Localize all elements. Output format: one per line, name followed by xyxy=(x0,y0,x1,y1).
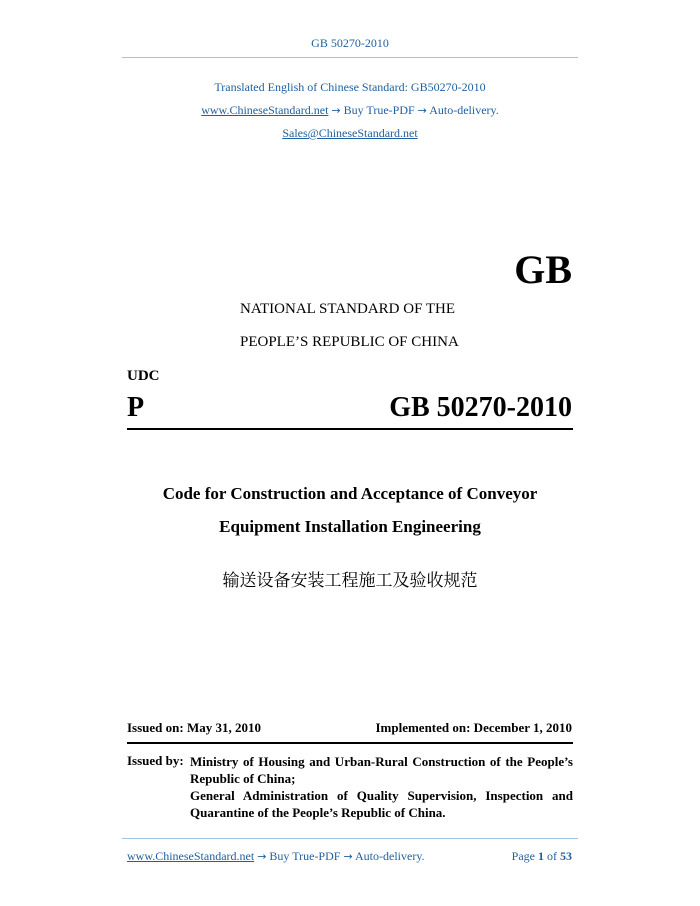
standard-number: GB 50270-2010 xyxy=(389,392,572,423)
title-line-1: Code for Construction and Acceptance of Conveyor xyxy=(162,484,538,503)
auto-delivery-text: Auto-delivery. xyxy=(429,103,499,117)
implemented-on-date: Implemented on: December 1, 2010 xyxy=(375,720,572,735)
header-standard-code: GB 50270-2010 xyxy=(311,36,389,50)
arrow-right-icon: → xyxy=(331,104,341,117)
header-divider xyxy=(122,57,578,58)
buy-true-pdf-text: Buy True-PDF xyxy=(343,103,415,117)
page-indicator xyxy=(512,849,572,864)
national-standard-line-2: PEOPLE’S REPUBLIC OF CHINA xyxy=(240,334,459,350)
issuer-line: Quarantine of the People’s Republic of China. xyxy=(190,805,446,820)
footer-site-link[interactable]: www.ChineseStandard.net xyxy=(127,849,255,863)
arrow-right-icon: → xyxy=(257,850,267,863)
gb-mark: GB xyxy=(514,247,572,292)
sales-email-link[interactable]: Sales@ChineseStandard.net xyxy=(282,126,418,140)
footer-auto-delivery-text: Auto-delivery. xyxy=(355,849,425,863)
dates-divider xyxy=(127,742,573,744)
issuer-line: Ministry of Housing and Urban-Rural Construction of the People’s xyxy=(190,754,573,769)
arrow-right-icon: → xyxy=(343,850,353,863)
classification-code: P xyxy=(127,392,145,423)
sales-line xyxy=(0,126,700,141)
issued-on-date: Issued on: May 31, 2010 xyxy=(127,720,261,735)
site-link[interactable]: www.ChineseStandard.net xyxy=(201,103,329,117)
of-label: of xyxy=(547,849,557,863)
issuer-line: General Administration of Quality Supervision, Inspection and xyxy=(190,788,573,803)
footer-buy-text: Buy True-PDF xyxy=(269,849,341,863)
issuer-line: Republic of China; xyxy=(190,771,296,786)
title-line-2: Equipment Installation Engineering xyxy=(219,517,481,536)
footer-purchase-line xyxy=(127,849,425,864)
purchase-line xyxy=(0,103,700,118)
arrow-right-icon: → xyxy=(417,104,427,117)
chinese-title: 输送设备安装工程施工及验收规范 xyxy=(222,571,478,591)
udc-label: UDC xyxy=(127,368,160,384)
translation-notice: Translated English of Chinese Standard: GB50270-2010 xyxy=(214,80,486,94)
page-total: 53 xyxy=(560,849,572,863)
national-standard-line-1: NATIONAL STANDARD OF THE xyxy=(240,301,456,317)
page-number: 1 xyxy=(538,849,544,863)
issued-by-authorities xyxy=(190,753,573,821)
issued-by-label: Issued by: xyxy=(127,753,184,768)
page-label: Page xyxy=(511,849,535,863)
title-divider xyxy=(127,428,573,430)
footer-divider xyxy=(122,838,578,839)
